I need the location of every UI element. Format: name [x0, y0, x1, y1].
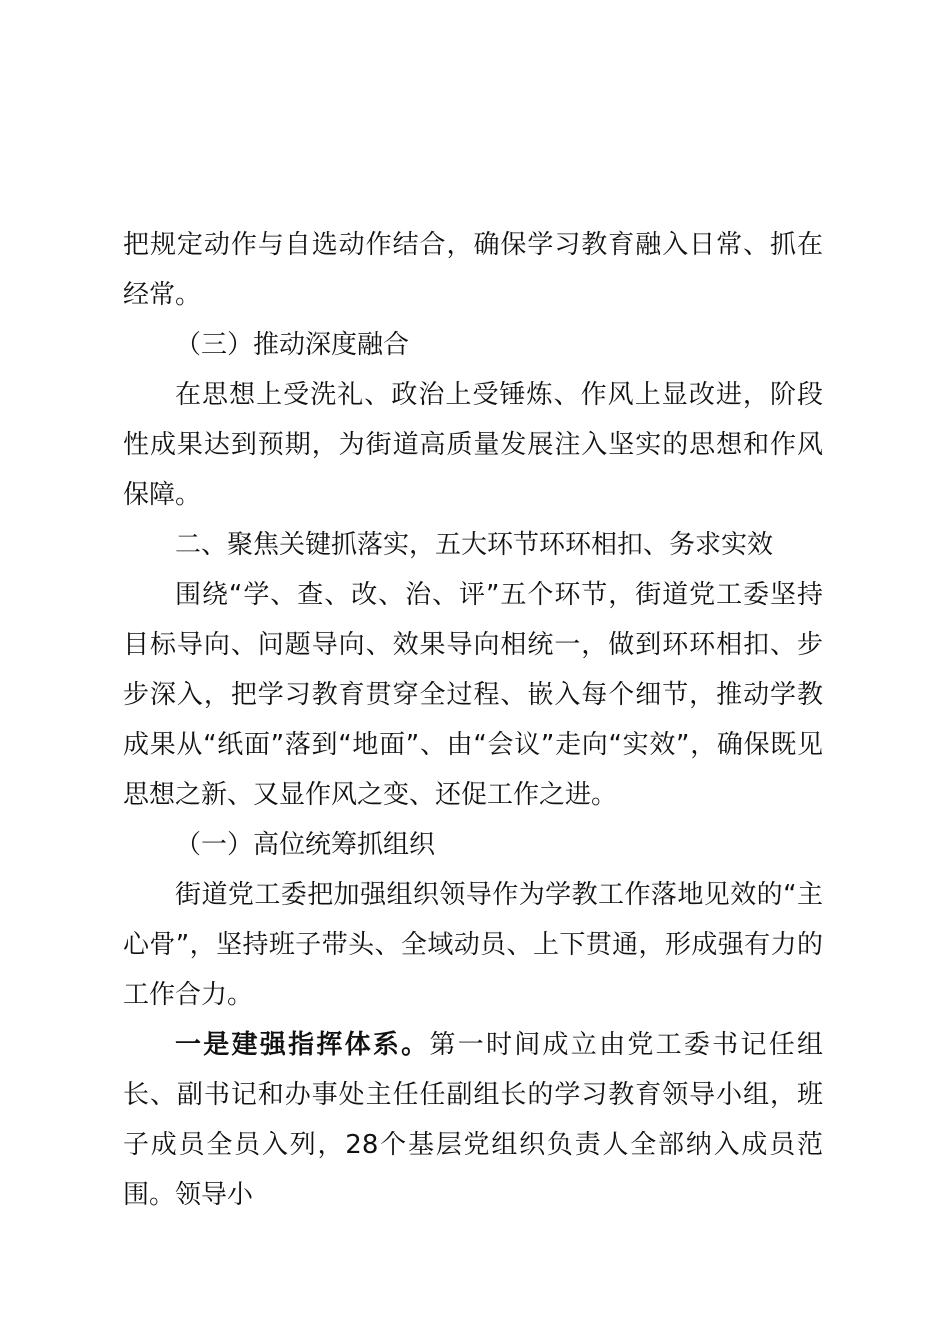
document-body — [123, 220, 823, 1220]
section-heading: （一）高位统筹抓组织 — [175, 830, 436, 860]
paragraph-text: 第一时间成立由党工委书记任组长、副书记和办事处主任任副组长的学习教育领导小组，班子成员全员入列，28个基层党组织负责人全部纳入成员范围。领导小 — [123, 1030, 823, 1210]
body-paragraph: 街道党工委把加强组织领导作为学教工作落地见效的“主心骨”，坚持班子带头、全域动员、上下贯通，形成强有力的工作合力。 — [123, 880, 823, 1010]
body-paragraph: 把规定动作与自选动作结合，确保学习教育融入日常、抓在经常。 — [123, 230, 823, 310]
chapter-heading: 二、聚焦关键抓落实，五大环节环环相扣、务求实效 — [175, 530, 774, 560]
body-paragraph: 在思想上受洗礼、政治上受锤炼、作风上显改进，阶段性成果达到预期，为街道高质量发展注入坚实的思想和作风保障。 — [123, 380, 823, 510]
body-paragraph: 围绕“学、查、改、治、评”五个环节，街道党工委坚持目标导向、问题导向、效果导向相统一，做到环环相扣、步步深入，把学习教育贯穿全过程、嵌入每个细节，推动学教成果从“纸面”落到“地面”、由“会议”走向“实效”，确保既见思想之新、又显作风之变、还促工作之进。 — [123, 580, 823, 810]
body-paragraph — [123, 1020, 823, 1220]
section-heading: （三）推动深度融合 — [175, 330, 410, 360]
paragraph-lead: 一是建强指挥体系。 — [175, 1030, 430, 1060]
